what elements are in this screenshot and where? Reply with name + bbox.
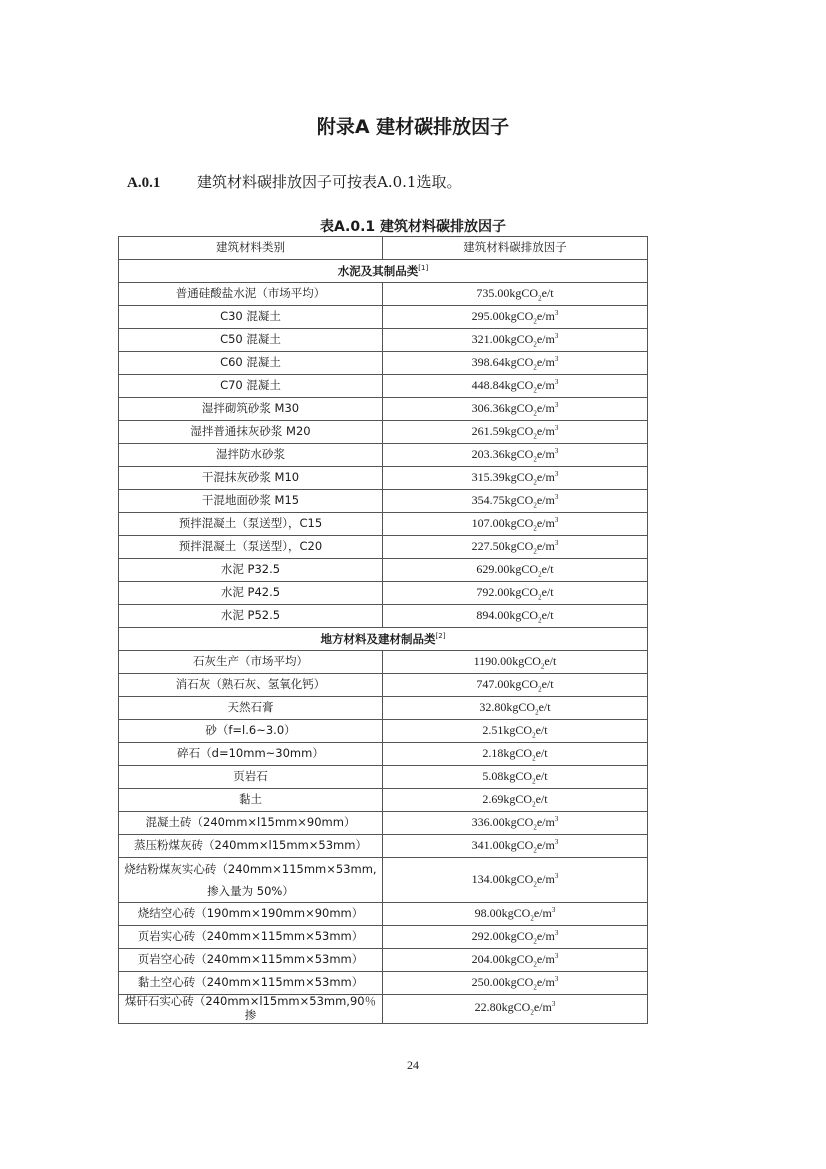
factor-unit: $kgCO_2e/m^3$	[504, 837, 559, 854]
table-caption: 表A.0.1 建筑材料碳排放因子	[319, 219, 507, 235]
factor-number: 250.00	[471, 974, 505, 989]
table-row	[119, 651, 648, 674]
header-material-type: 建筑材料类别	[119, 237, 383, 260]
emission-factor-value	[383, 490, 648, 513]
factor-number: 2.51	[482, 722, 504, 737]
material-name	[119, 375, 383, 398]
factor-number: 203.36	[471, 446, 505, 461]
factor-unit: $kgCO_2e/m^3$	[504, 331, 559, 348]
factor-number: 134.00	[471, 871, 505, 886]
factor-unit: kgCO$_2$e/t	[503, 791, 548, 808]
table-row	[119, 766, 648, 789]
material-name	[119, 306, 383, 329]
emission-factor-value	[383, 536, 648, 559]
factor-unit: $kgCO_2e/m^3$	[504, 515, 559, 532]
material-name	[119, 995, 383, 1024]
factor-number: 735.00	[476, 285, 510, 300]
table-body	[119, 260, 648, 1024]
emission-factor-value	[383, 375, 648, 398]
emission-factor-value	[383, 582, 648, 605]
material-name	[119, 697, 383, 720]
section-a01	[127, 171, 461, 192]
table-row	[119, 789, 648, 812]
factor-number: 261.59	[471, 423, 505, 438]
material-name-line: 消石灰（熟石灰、氢氧化钙）	[175, 677, 326, 692]
emission-factor-value	[383, 858, 648, 903]
category-row	[119, 628, 648, 651]
material-name	[119, 766, 383, 789]
factor-number: 32.80	[479, 699, 507, 714]
material-name	[119, 352, 383, 375]
table-row	[119, 421, 648, 444]
emission-factor-value	[383, 467, 648, 490]
factor-number: 321.00	[471, 331, 505, 346]
table-row	[119, 352, 648, 375]
material-name-line: 石灰生产（市场平均）	[193, 654, 308, 669]
material-name	[119, 926, 383, 949]
material-name-line: C60 混凝土	[220, 355, 281, 370]
factor-number: 336.00	[471, 814, 505, 829]
category-row	[119, 260, 648, 283]
factor-unit: kgCO$_2$e/t	[503, 768, 548, 785]
factor-unit: $kgCO_2e/m^3$	[504, 469, 559, 486]
material-name	[119, 903, 383, 926]
factor-unit: kgCO$_2$e/t	[503, 722, 548, 739]
table-row	[119, 467, 648, 490]
factor-unit: $kgCO_2e/m^3$	[504, 492, 559, 509]
material-name	[119, 329, 383, 352]
factor-number: 1190.00	[473, 653, 513, 668]
table-row	[119, 283, 648, 306]
factor-unit: $kgCO_2e/m^3$	[504, 928, 559, 945]
factor-number: 2.18	[482, 745, 504, 760]
table-row	[119, 559, 648, 582]
table-row	[119, 329, 648, 352]
emission-factor-value	[383, 513, 648, 536]
emission-factor-value	[383, 903, 648, 926]
factor-unit: $kgCO_2e/m^3$	[504, 871, 559, 888]
material-name	[119, 513, 383, 536]
material-name	[119, 283, 383, 306]
emission-factor-table	[118, 236, 648, 1024]
factor-unit: kgCO$_2$e/t	[509, 561, 554, 578]
material-name-line: 页岩空心砖（240mm×115mm×53mm）	[137, 952, 364, 967]
factor-number: 98.00	[474, 905, 502, 920]
factor-unit: $kgCO_2e/m^3$	[504, 814, 559, 831]
table-row	[119, 582, 648, 605]
factor-number: 792.00	[476, 584, 510, 599]
material-name-line: 混凝土砖（240mm×l15mm×90mm）	[145, 815, 356, 830]
material-name	[119, 605, 383, 628]
material-name-line: 预拌混凝土（泵送型），C20	[178, 539, 323, 554]
factor-unit: kgCO$_2$e/t	[506, 699, 551, 716]
table-row	[119, 743, 648, 766]
table-row	[119, 605, 648, 628]
factor-number: 227.50	[471, 538, 505, 553]
header-emission-factor: 建筑材料碳排放因子	[383, 237, 648, 260]
material-name-line: 水泥 P32.5	[220, 562, 281, 577]
material-name-line-2: 掺入量为 50%）	[207, 884, 294, 898]
emission-factor-value	[383, 743, 648, 766]
factor-unit: $kgCO_2e/m^3$	[504, 377, 559, 394]
category-label	[119, 260, 648, 283]
emission-factor-value	[383, 949, 648, 972]
emission-factor-value	[383, 283, 648, 306]
material-name-line: 水泥 P52.5	[220, 608, 281, 623]
table-row	[119, 720, 648, 743]
factor-unit: $kgCO_2e/m^3$	[504, 354, 559, 371]
emission-factor-value	[383, 559, 648, 582]
factor-number: 295.00	[471, 308, 505, 323]
material-name-line: 预拌混凝土（泵送型），C15	[178, 516, 323, 531]
factor-number: 894.00	[476, 607, 510, 622]
material-name	[119, 789, 383, 812]
category-label	[119, 628, 648, 651]
category-name: 地方材料及建材制品类	[320, 631, 436, 646]
material-name	[119, 398, 383, 421]
material-name-line: 干混抹灰砂浆 M10	[201, 470, 300, 485]
emission-factor-value	[383, 972, 648, 995]
factor-number: 448.84	[471, 377, 505, 392]
material-name-line: 砂（f=l.6~3.0）	[205, 723, 296, 738]
category-note: [2]	[435, 631, 446, 640]
material-name-line: 水泥 P42.5	[220, 585, 281, 600]
factor-unit: $kgCO_2e/m^3$	[501, 905, 556, 922]
emission-factor-value	[383, 398, 648, 421]
table-row	[119, 995, 648, 1024]
category-note: [1]	[418, 263, 429, 272]
material-name	[119, 536, 383, 559]
material-name-line: C70 混凝土	[220, 378, 281, 393]
table-row	[119, 926, 648, 949]
factor-unit: $kgCO_2e/m^3$	[504, 951, 559, 968]
factor-number: 747.00	[476, 676, 510, 691]
material-name-line: 湿拌防水砂浆	[216, 447, 285, 462]
table-row	[119, 444, 648, 467]
material-name	[119, 651, 383, 674]
factor-unit: $kgCO_2e/m^3$	[504, 446, 559, 463]
factor-number: 22.80	[474, 1000, 502, 1015]
page-title: 附录A 建材碳排放因子	[316, 116, 510, 138]
section-number: A.0.1	[127, 175, 161, 191]
factor-number: 354.75	[471, 492, 505, 507]
factor-unit: kgCO$_2$e/t	[509, 676, 554, 693]
material-name	[119, 674, 383, 697]
emission-factor-value	[383, 444, 648, 467]
material-name-line: 烧结粉煤灰实心砖（240mm×115mm×53mm,	[124, 862, 377, 876]
material-name-line: 湿拌砌筑砂浆 M30	[201, 401, 300, 416]
material-name-line: 黏土空心砖（240mm×115mm×53mm）	[137, 975, 364, 990]
emission-factor-value	[383, 605, 648, 628]
material-name	[119, 858, 383, 903]
factor-unit: kgCO$_2$e/t	[503, 745, 548, 762]
table-row	[119, 306, 648, 329]
factor-number: 315.39	[471, 469, 505, 484]
material-name	[119, 949, 383, 972]
material-name-line: 碎石（d=10mm~30mm）	[177, 746, 324, 761]
table-row	[119, 490, 648, 513]
factor-unit: $kgCO_2e/m^3$	[504, 538, 559, 555]
section-text: 建筑材料碳排放因子可按表A.0.1选取。	[197, 173, 462, 191]
material-name	[119, 582, 383, 605]
factor-number: 398.64	[471, 354, 505, 369]
material-name	[119, 559, 383, 582]
emission-factor-value	[383, 766, 648, 789]
emission-factor-value	[383, 352, 648, 375]
material-name	[119, 467, 383, 490]
material-name	[119, 720, 383, 743]
table-row	[119, 949, 648, 972]
factor-number: 341.00	[471, 837, 505, 852]
factor-unit: kgCO$_2$e/t	[509, 285, 554, 302]
table-row	[119, 835, 648, 858]
material-name-line: 蒸压粉煤灰砖（240mm×l15mm×53mm）	[134, 838, 367, 853]
material-name	[119, 444, 383, 467]
material-name	[119, 972, 383, 995]
emission-factor-value	[383, 697, 648, 720]
factor-unit: $kgCO_2e/m^3$	[501, 1000, 556, 1017]
material-name-line: 湿拌普通抹灰砂浆 M20	[190, 424, 311, 439]
factor-number: 2.69	[482, 791, 504, 806]
material-name-line: 干混地面砂浆 M15	[201, 493, 300, 508]
material-name	[119, 421, 383, 444]
emission-factor-value	[383, 995, 648, 1024]
emission-factor-value	[383, 329, 648, 352]
table-row	[119, 674, 648, 697]
material-name-line: 普通硅酸盐水泥（市场平均）	[175, 286, 326, 301]
emission-factor-value	[383, 674, 648, 697]
category-name: 水泥及其制品类	[337, 263, 419, 278]
factor-number: 292.00	[471, 928, 505, 943]
emission-factor-value	[383, 789, 648, 812]
material-name	[119, 743, 383, 766]
table-row	[119, 858, 648, 903]
emission-factor-value	[383, 835, 648, 858]
emission-factor-value	[383, 421, 648, 444]
factor-number: 306.36	[471, 400, 505, 415]
table-row	[119, 812, 648, 835]
page-number: 24	[407, 1058, 419, 1072]
table-row	[119, 972, 648, 995]
material-name-line: 烧结空心砖（190mm×190mm×90mm）	[137, 906, 364, 921]
table-row	[119, 903, 648, 926]
material-name-line: 天然石膏	[227, 700, 274, 715]
table-row	[119, 536, 648, 559]
table-row	[119, 697, 648, 720]
factor-number: 629.00	[476, 561, 510, 576]
factor-number: 204.00	[471, 951, 505, 966]
material-name-line: 页岩石	[233, 769, 268, 784]
table-row	[119, 398, 648, 421]
table-row	[119, 513, 648, 536]
factor-number: 107.00	[471, 515, 505, 530]
material-name-line: 页岩实心砖（240mm×115mm×53mm）	[137, 929, 364, 944]
material-name	[119, 490, 383, 513]
factor-unit: $kgCO_2e/m^3$	[504, 400, 559, 417]
factor-unit: kgCO$_2$e/t	[512, 653, 557, 670]
emission-factor-value	[383, 812, 648, 835]
material-name-line: C30 混凝土	[220, 309, 281, 324]
factor-number: 5.08	[482, 768, 504, 783]
table-row	[119, 375, 648, 398]
factor-unit: $kgCO_2e/m^3$	[504, 974, 559, 991]
material-name	[119, 835, 383, 858]
emission-factor-value	[383, 306, 648, 329]
material-name-line: 煤矸石实心砖（240mm×l15mm×53mm,90％掺	[124, 994, 377, 1022]
factor-unit: $kgCO_2e/m^3$	[504, 423, 559, 440]
table-header-row	[119, 237, 648, 260]
emission-factor-value	[383, 926, 648, 949]
material-name-line: C50 混凝土	[220, 332, 281, 347]
material-name	[119, 812, 383, 835]
factor-unit: kgCO$_2$e/t	[509, 607, 554, 624]
material-name-line: 黏土	[239, 792, 262, 807]
emission-factor-value	[383, 720, 648, 743]
factor-unit: $kgCO_2e/m^3$	[504, 308, 559, 325]
factor-unit: kgCO$_2$e/t	[509, 584, 554, 601]
emission-factor-value	[383, 651, 648, 674]
